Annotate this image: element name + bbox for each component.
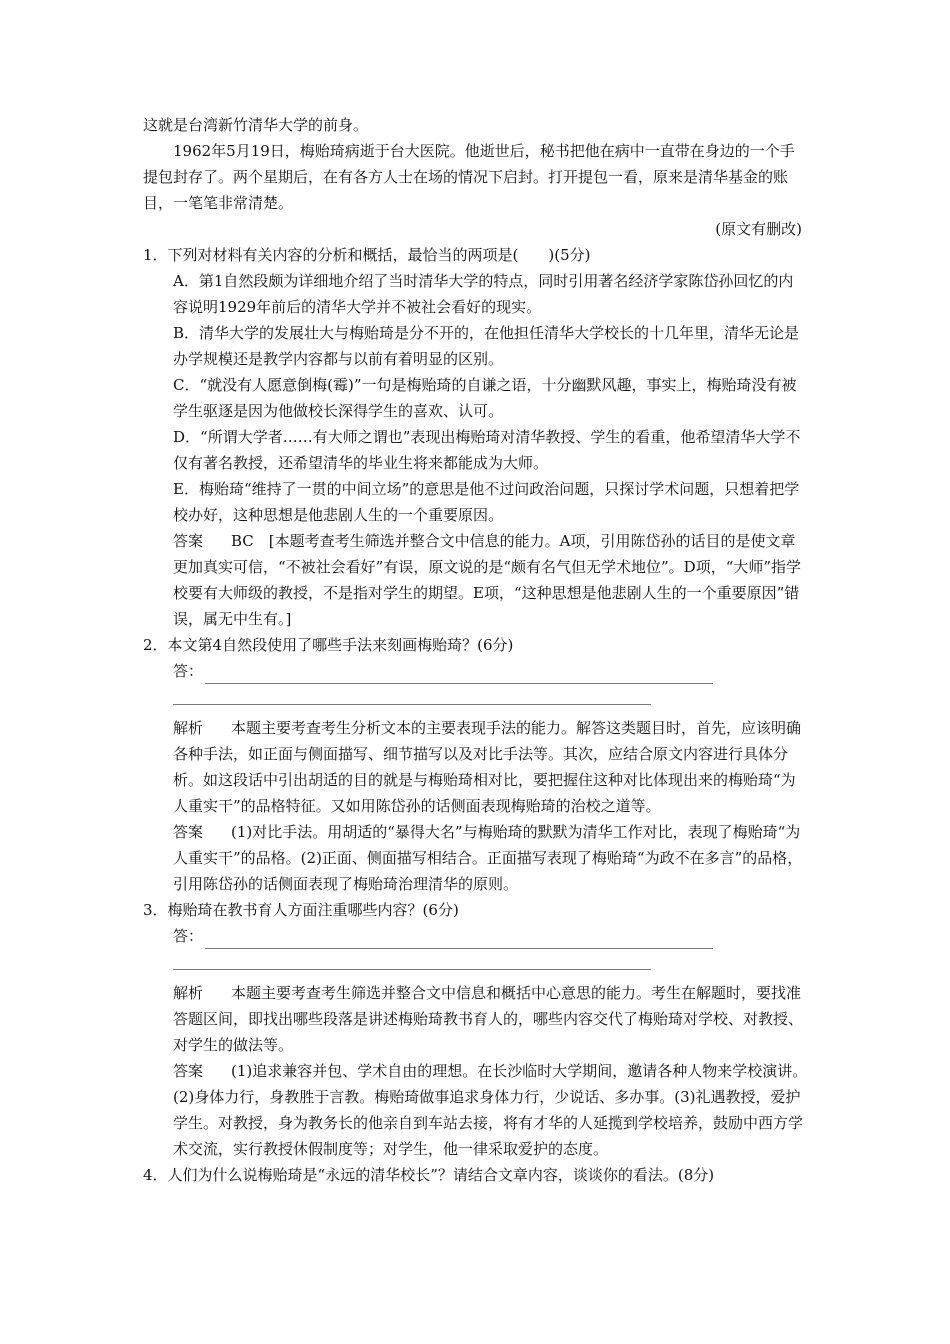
- answer-prompt: 答：: [173, 662, 204, 680]
- option-b: B．清华大学的发展壮大与梅贻琦是分不开的，在他担任清华大学校长的十几年里，清华无论是办学规模还是教学内容都与以前有着明显的区别。: [173, 324, 800, 368]
- question-1-stem: 1．下列对材料有关内容的分析和概括，最恰当的两项是( )(5分): [143, 246, 591, 264]
- answer-prompt: 答：: [173, 927, 204, 945]
- source-note: (原文有删改): [715, 220, 802, 238]
- intro-paragraph: 1962年5月19日，梅贻琦病逝于台大医院。他逝世后，秘书把他在病中一直带在身边的一个手提包封存了。两个星期后，在有各方人士在场的情况下启封。打开提包一看，原来是清华基金的账目，一笔笔非常清楚。: [143, 142, 795, 212]
- intro-line: 这就是台湾新竹清华大学的前身。: [143, 116, 369, 134]
- option-e: E．梅贻琦“维持了一贯的中间立场”的意思是他不过问政治问题，只探讨学术问题，只想着把学校办好，这种思想是他悲剧人生的一个重要原因。: [173, 480, 800, 524]
- answer-blank-line[interactable]: [205, 930, 713, 949]
- question-4-stem: 4．人们为什么说梅贻琦是“永远的清华校长”？请结合文章内容，谈谈你的看法。(8分): [143, 1166, 715, 1184]
- question-2-stem: 2．本文第4自然段使用了哪些手法来刻画梅贻琦？(6分): [143, 636, 514, 654]
- question-2-analysis: [143, 715, 808, 819]
- answer-blank-line-2[interactable]: [173, 955, 651, 970]
- analysis-label: 解析: [173, 984, 204, 1002]
- question-3-stem: 3．梅贻琦在教书育人方面注重哪些内容？(6分): [143, 901, 459, 919]
- answer-label: 答案: [173, 1062, 204, 1080]
- answer-text: (1)追求兼容并包、学术自由的理想。在长沙临时大学期间，邀请各种人物来学校演讲。(2)身体力行，身教胜于言教。梅贻琦做事追求身体力行，少说话、多办事。(3)礼遇教授，爱护学生。对教授，身为教务长的他亲自到车站去接，将有才华的人延揽到学校培养，鼓励中西方学术交流，实行教授休假制度等；对学生，他一律采取爱护的态度。: [173, 1062, 808, 1158]
- answer-text: BC [本题考查考生筛选并整合文中信息的能力。A项，引用陈岱孙的话目的是使文章更加真实可信，“不被社会看好”有误，原文说的是“颇有名气但无学术地位”。D项，“大师”指学校要有大师级的教授，不是指对学生的期望。E项，“这种思想是他悲剧人生的一个重要原因”错误，属无中生有。]: [173, 532, 802, 628]
- answer-label: 答案: [173, 532, 204, 550]
- option-d: D．“所谓大学者……有大师之谓也”表现出梅贻琦对清华教授、学生的看重，他希望清华大学不仅有著名教授，还希望清华的毕业生将来都能成为大师。: [173, 428, 801, 472]
- option-c: C．“就没有人愿意倒梅(霉)”一句是梅贻琦的自谦之语，十分幽默风趣，事实上，梅贻琦没有被学生驱逐是因为他做校长深得学生的喜欢、认可。: [173, 376, 797, 420]
- question-3-answer: [143, 1058, 808, 1162]
- option-a: A．第1自然段颇为详细地介绍了当时清华大学的特点，同时引用著名经济学家陈岱孙回忆的内容说明1929年前后的清华大学并不被社会看好的现实。: [173, 272, 794, 316]
- question-3-answer-line: [143, 923, 808, 949]
- answer-text: (1)对比手法。用胡适的“暴得大名”与梅贻琦的默默为清华工作对比，表现了梅贻琦“为人重实干”的品格。(2)正面、侧面描写相结合。正面描写表现了梅贻琦“为政不在多言”的品格，引用陈岱孙的话侧面表现了梅贻琦治理清华的原则。: [173, 823, 803, 893]
- answer-label: 答案: [173, 823, 204, 841]
- analysis-text: 本题主要考查考生筛选并整合文中信息和概括中心意思的能力。考生在解题时，要找准答题区间，即找出哪些段落是讲述梅贻琦教书育人的，哪些内容交代了梅贻琦对学校、对教授、对学生的做法等。: [173, 984, 804, 1054]
- question-3-analysis: [143, 980, 808, 1058]
- answer-blank-line-2[interactable]: [173, 690, 651, 705]
- analysis-text: 本题主要考查考生分析文本的主要表现手法的能力。解答这类题目时，首先，应该明确各种手法，如正面与侧面描写、细节描写以及对比手法等。其次，应结合原文内容进行具体分析。如这段话中引出胡适的目的就是与梅贻琦相对比，要把握住这种对比体现出来的梅贻琦“为人重实干”的品格特征。又如用陈岱孙的话侧面表现梅贻琦的治校之道等。: [173, 719, 802, 815]
- answer-blank-line[interactable]: [205, 665, 713, 684]
- question-2-answer: [143, 819, 808, 897]
- document-page: [143, 112, 808, 1188]
- question-1-answer: [143, 528, 808, 632]
- question-2-answer-line: [143, 658, 808, 684]
- analysis-label: 解析: [173, 719, 204, 737]
